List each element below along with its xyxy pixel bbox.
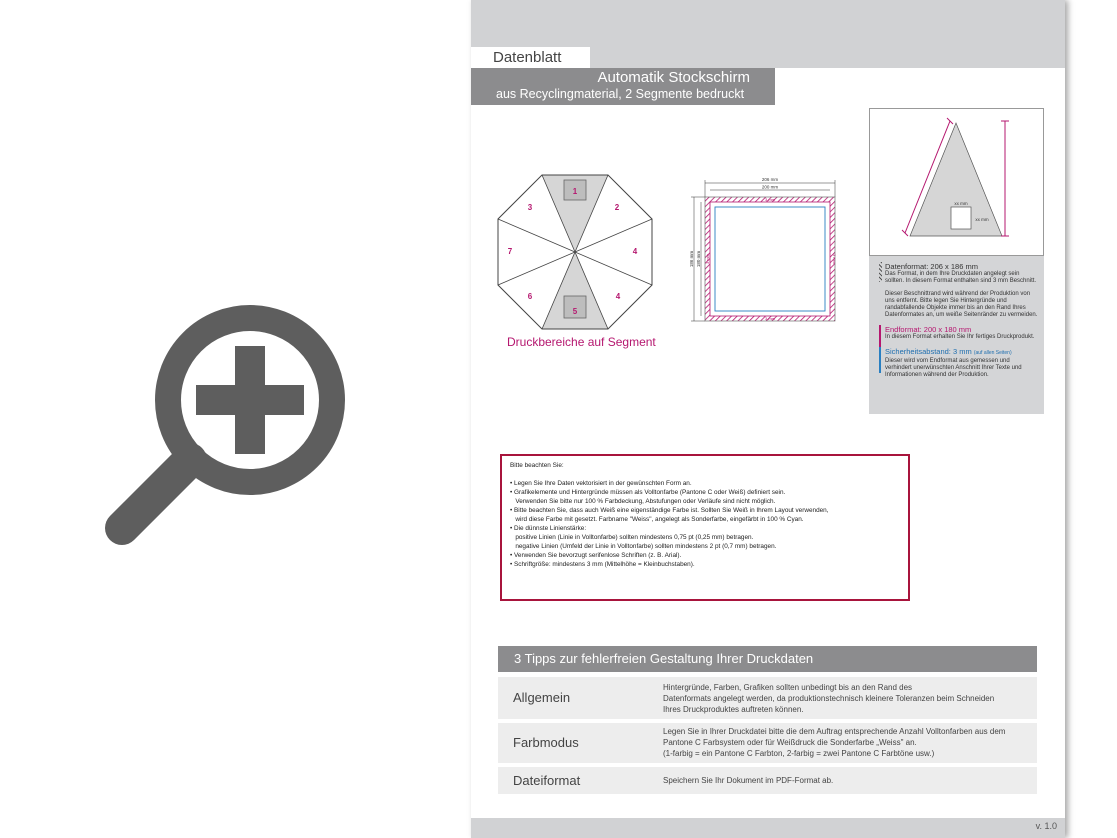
notes-item: negative Linien (Umfeld der Linie in Volltonfarbe) sollten mindestens 2 pt (0,7 mm) betragen. (510, 543, 777, 551)
segment-label: 2 (614, 203, 620, 212)
tip-line: Datenformats angelegt werden, da produktionstechnisch kleinere Toleranzen beim Schneiden (663, 694, 995, 703)
tip-line: Pantone C Farbsystem oder für Weißdruck die Sonderfarbe „Weiss" an. (663, 738, 917, 747)
tip-label: Allgemein (513, 690, 571, 705)
tip-row-allgemein (498, 677, 1037, 719)
segment-width-label: xx mm (954, 201, 968, 206)
margin-mark: 3 mm (765, 197, 775, 202)
format-dimension-diagram (691, 175, 841, 327)
tip-line: Legen Sie in Ihrer Druckdatei bitte die dem Auftrag entsprechende Anzahl Volltonfarben aus dem (663, 727, 1006, 736)
umbrella-segment-diagram (495, 172, 655, 332)
segment-label: 4 (632, 247, 638, 256)
tip-label: Dateiformat (513, 773, 581, 788)
triangle-segment-diagram (869, 108, 1044, 256)
tip-text (663, 726, 1023, 759)
dim-height-outer: 186 mm (689, 250, 694, 268)
tip-line: Speichern Sie Ihr Dokument im PDF-Format ab. (663, 776, 834, 785)
tip-line: Hintergründe, Farben, Grafiken sollten unbedingt bis an den Rand des (663, 683, 913, 692)
tip-line: (1-farbig = ein Pantone C Farbton, 2-farbig = zwei Pantone C Farbtöne usw.) (663, 749, 935, 758)
dim-width-inner: 200 mm (761, 184, 779, 190)
notes-item: • Verwenden Sie bevorzugt serifenlose Schriften (z. B. Arial). (510, 552, 682, 560)
zoom-in-icon[interactable] (95, 285, 365, 555)
notes-item: Verwenden Sie bitte nur 100 % Farbdeckung, Abstufungen oder Verläufe sind nicht möglich. (510, 497, 776, 505)
margin-mark: 3 mm (705, 254, 710, 264)
tip-text (663, 775, 1023, 786)
margin-mark: 3 mm (765, 316, 775, 321)
tip-text (663, 682, 1023, 715)
notes-heading: Bitte beachten Sie: (510, 462, 564, 469)
notes-item: • Grafikelemente und Hintergründe müssen als Volltonfarbe (Pantone C oder Weiß) definiert sein. (510, 488, 786, 496)
dim-height-inner: 180 mm (696, 250, 701, 268)
bottom-band (471, 818, 1065, 838)
page-subtitle: aus Recyclingmaterial, 2 Segmente bedruckt (496, 87, 745, 101)
tips-header: 3 Tipps zur fehlerfreien Gestaltung Ihrer Druckdaten (498, 646, 1037, 672)
segment-label: 6 (527, 292, 533, 301)
legend-endformat-title: Endformat: 200 x 180 mm (885, 325, 972, 334)
notes-item: • Schriftgröße: mindestens 3 mm (Mittelhöhe = Kleinbuchstaben). (510, 561, 695, 569)
diagram-caption: Druckbereiche auf Segment (507, 335, 656, 349)
segment-label: 7 (507, 247, 513, 256)
legend-sicherheit-title-text: Sicherheitsabstand: 3 mm (885, 347, 972, 356)
legend-sicherheitsabstand (879, 347, 1038, 379)
legend-sicherheit-text: Dieser wird vom Endformat aus gemessen und verhindert unerwünschten Anschnitt Ihrer Texte und Informationen während der Produktion. (885, 358, 1022, 378)
datasheet-tab: Datenblatt (471, 47, 590, 68)
format-legend (869, 256, 1044, 414)
notes-item: positive Linien (Linie in Volltonfarbe) sollten mindestens 0,75 pt (0,25 mm) betragen. (510, 534, 754, 542)
legend-datenformat-title: Datenformat: 206 x 186 mm (885, 262, 978, 271)
legend-sicherheit-note: (auf allen Seiten) (973, 350, 1012, 356)
notes-item: • Die dünnste Linienstärke: (510, 525, 587, 533)
tip-label: Farbmodus (513, 735, 579, 750)
segment-label: 3 (527, 203, 533, 212)
segment-label: 4 (615, 292, 621, 301)
legend-datenformat (879, 262, 1038, 285)
dim-width-outer: 206 mm (761, 177, 779, 182)
tip-row-dateiformat (498, 767, 1037, 794)
page-title: Automatik Stockschirm (597, 69, 750, 86)
notes-item: • Legen Sie Ihre Daten vektorisiert in der gewünschten Form an. (510, 479, 692, 487)
margin-mark: 3 mm (832, 254, 837, 264)
legend-endformat-text: In diesem Format erhalten Sie Ihr fertiges Druckprodukt. (885, 334, 1035, 340)
notes-box (500, 454, 910, 601)
tip-row-farbmodus (498, 723, 1037, 763)
datasheet-page (471, 0, 1065, 838)
legend-datenformat-text: Das Format, in dem Ihre Druckdaten angelegt sein sollten. In diesem Format enthalten sind 3 mm Beschnitt. (885, 271, 1037, 284)
legend-sicherheit-title (885, 347, 1038, 358)
tip-line: Ihres Druckproduktes auftreten können. (663, 705, 804, 714)
segment-height-label: xx mm (975, 217, 989, 222)
segment-label: 5 (572, 307, 578, 316)
legend-endformat (879, 325, 1038, 341)
legend-beschnitt: Dieser Beschnittrand wird während der Produktion von uns entfernt. Bitte legen Sie Hintergründe und randabfallende Objekte immer bis an den Rand Ihres Datenformates an, um weiße Seitenränder zu vermeiden. (885, 291, 1038, 318)
notes-list (510, 480, 900, 569)
version-label: v. 1.0 (1035, 821, 1057, 831)
segment-label: 1 (572, 187, 578, 196)
title-box (471, 68, 775, 105)
notes-item: • Bitte beachten Sie, dass auch Weiß eine eigenständige Farbe ist. Sollten Sie Weiß in Ihrem Layout verwenden, (510, 506, 829, 514)
notes-item: wird diese Farbe mit gesetzt. Farbname "Weiss", angelegt als Sonderfarbe, eingefärbt in 100 % Cyan. (510, 515, 804, 523)
